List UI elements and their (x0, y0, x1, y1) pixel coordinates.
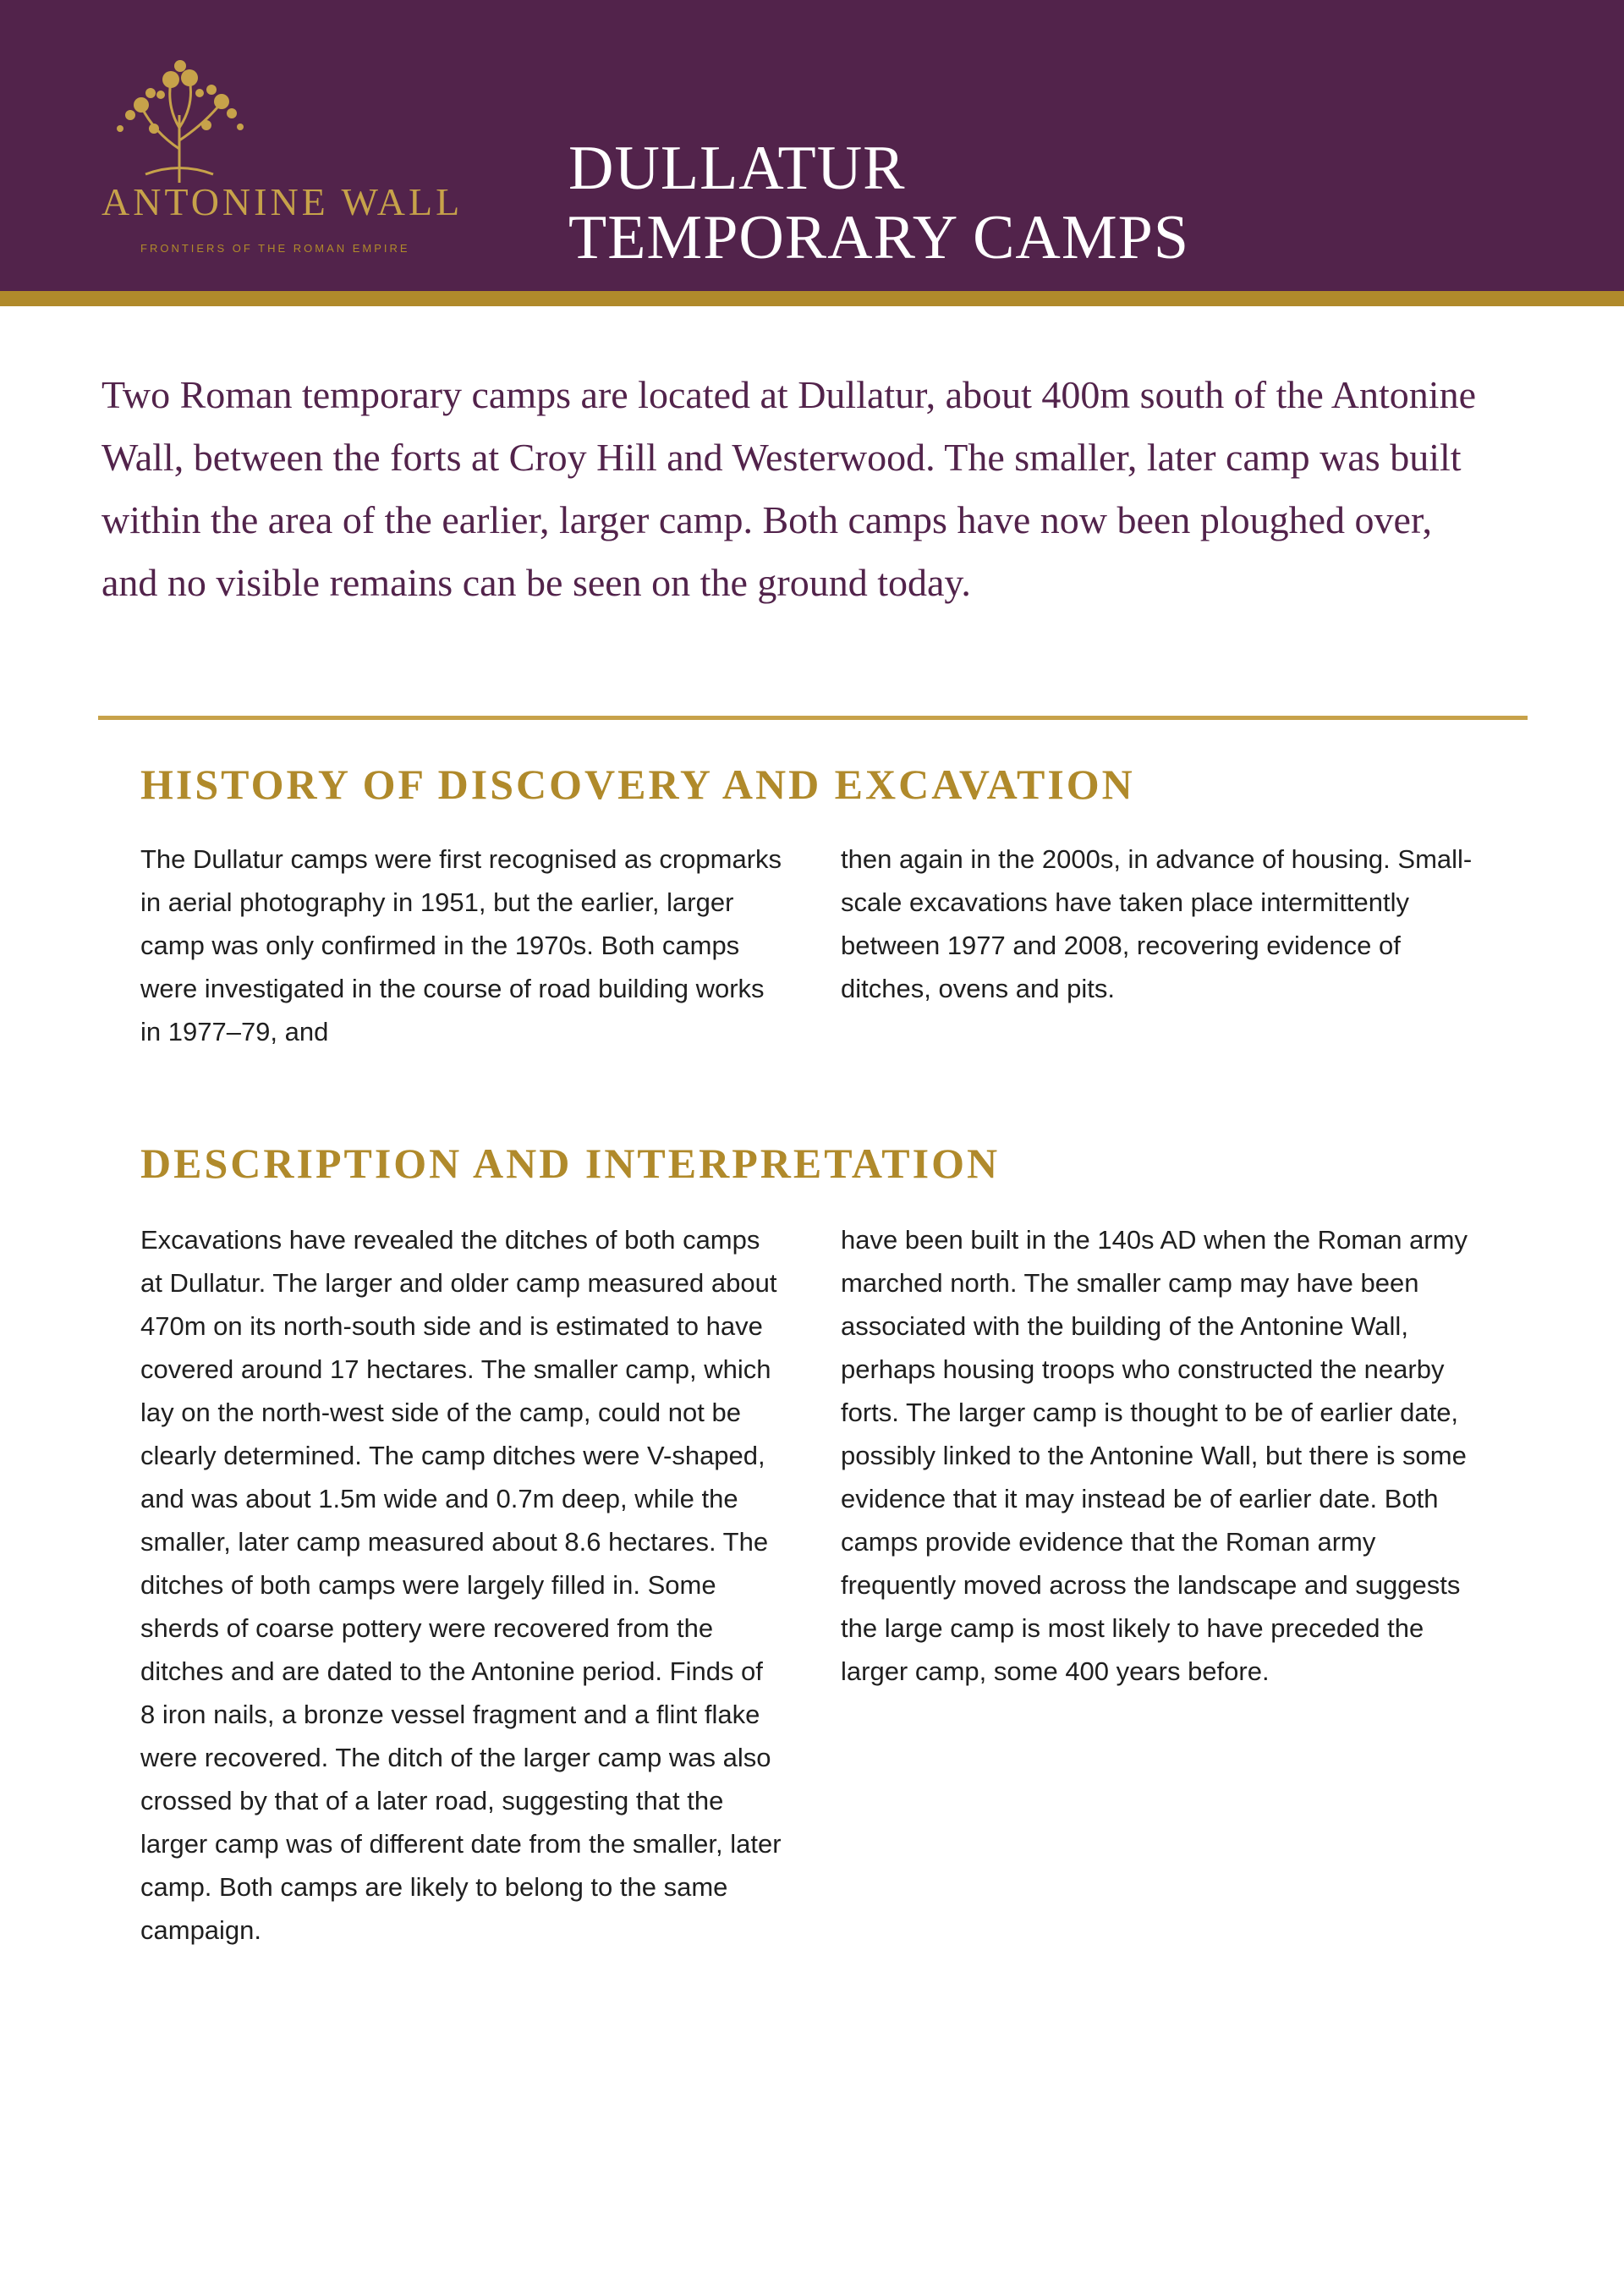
history-column-2: then again in the 2000s, in advance of housing. Small-scale excavations have taken place intermittently between 1977 and 2008, recovering evidence of ditches, ovens and pits. (841, 844, 1473, 1003)
intro-paragraph: Two Roman temporary camps are located at Dullatur, about 400m south of the Antonine Wall, between the forts at Croy Hill and Westerwood. The smaller, later camp was built within the area of the earlier, larger camp. Both camps have now been ploughed over, and no visible remains can be seen on the ground today. (102, 373, 1476, 604)
section-heading-description: DESCRIPTION AND INTERPRETATION (140, 1140, 1001, 1187)
page-title-line-2: TEMPORARY CAMPS (568, 203, 1189, 272)
header-banner (0, 0, 1624, 291)
description-column-1: Excavations have revealed the ditches of both camps at Dullatur. The larger and older camp measured about 470m on its north-south side and is estimated to have covered around 17 hectares. The smaller camp, which lay on the north-west side of the camp, could not be clearly determined. The camp ditches were V-shaped, and was about 1.5m wide and 0.7m deep, while the smaller, later camp measured about 8.6 hectares. The ditches of both camps were largely filled in. Some sherds of coarse pottery were recovered from the ditches and are dated to the Antonine period. Finds of 8 iron nails, a bronze vessel fragment and a flint flake were recovered. The ditch of the larger camp was also crossed by that of a later road, suggesting that the larger camp was of different date from the smaller, later camp. Both camps are likely to belong to the same campaign. (140, 1225, 782, 1945)
antonine-wall-logo (95, 56, 518, 267)
description-column-2: have been built in the 140s AD when the Roman army marched north. The smaller camp may have been associated with the building of the Antonine Wall, perhaps housing troops who constructed the nearby forts. The larger camp is thought to be of earlier date, possibly linked to the Antonine Wall, but there is some evidence that it may instead be of earlier date. Both camps provide evidence that the Roman army frequently moved across the landscape and suggests the large camp is most likely to have preceded the larger camp, some 400 years before. (841, 1225, 1468, 1686)
header-gold-rule (0, 291, 1624, 306)
logo-tagline: FRONTIERS OF THE ROMAN EMPIRE (140, 242, 410, 255)
logo-title: ANTONINE WALL (102, 180, 464, 223)
page-title (568, 134, 1189, 272)
page-title-line-1: DULLATUR (568, 134, 906, 203)
history-column-1: The Dullatur camps were first recognised as cropmarks in aerial photography in 1951, but the earlier, larger camp was only confirmed in the 1970s. Both camps were investigated in the course of road building works in 1977–79, and (140, 844, 782, 1046)
thistle-tree-emblem-icon (95, 56, 264, 191)
section-divider (98, 716, 1528, 720)
section-heading-history: HISTORY OF DISCOVERY AND EXCAVATION (140, 761, 1135, 808)
